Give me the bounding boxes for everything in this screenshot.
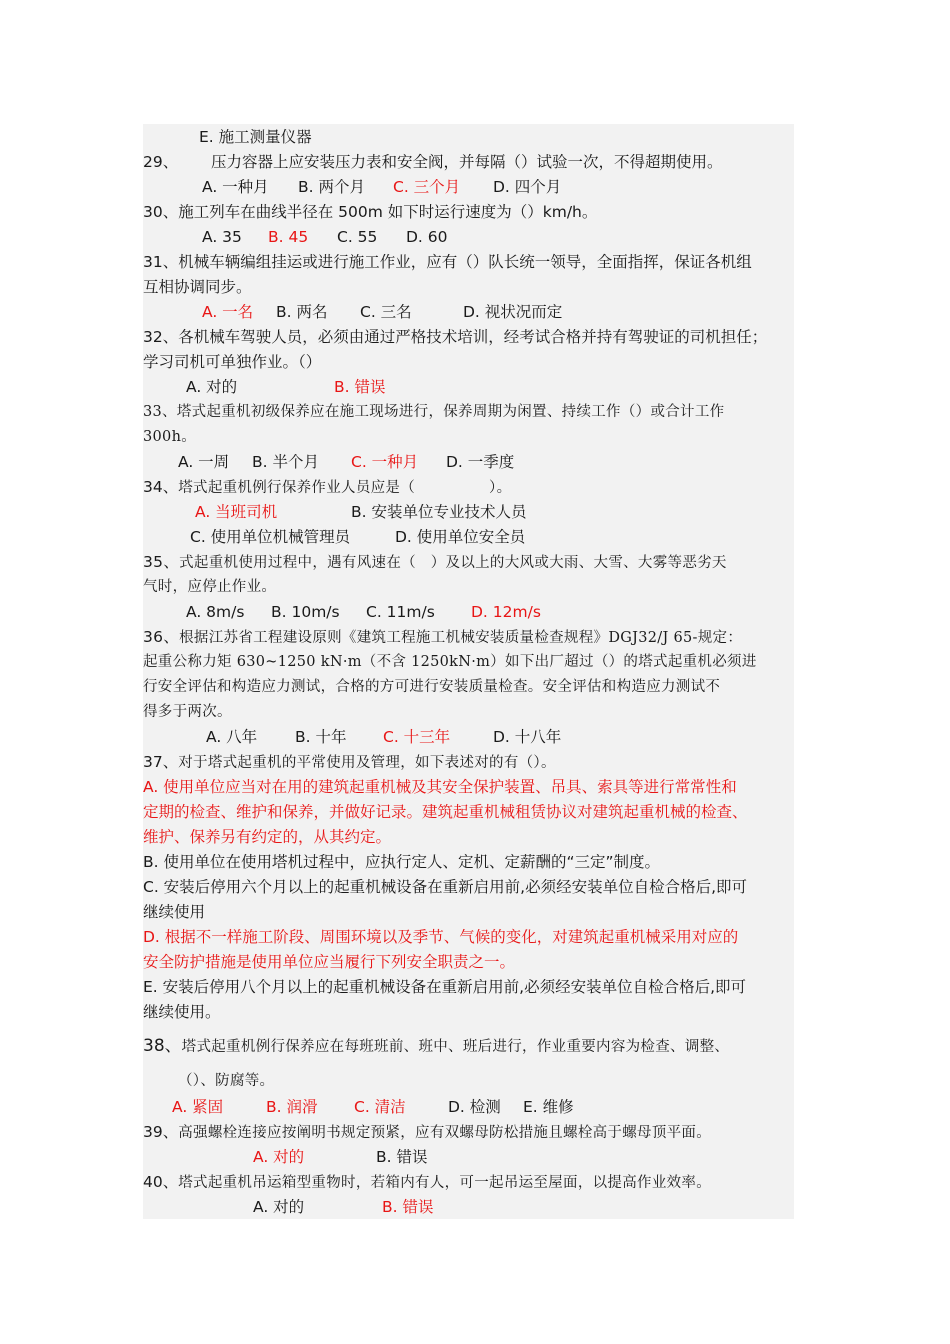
question-number: 34、 xyxy=(143,478,179,496)
option-c: C. 使用单位机械管理员 xyxy=(190,528,351,546)
option-b: B. 错误 xyxy=(376,1148,428,1166)
question-35-line1 xyxy=(143,550,727,575)
option-b: B. 两名 xyxy=(276,303,328,321)
question-32-line1: 32、各机械车驾驶人员，必须由通过严格技术培训，经考试合格并持有驾驶证的司机担任； xyxy=(143,328,768,346)
option-a-answer: A. 紧固 xyxy=(172,1098,224,1116)
option-d-answer-line1: D. 根据不一样施工阶段、周围环境以及季节、气候的变化，对建筑起重机械采用对应的 xyxy=(143,928,739,946)
question-number: 37、 xyxy=(143,753,179,771)
option-d: D. 检测 xyxy=(448,1098,501,1116)
question-34-options-row2 xyxy=(143,525,743,550)
question-29-options xyxy=(143,175,743,200)
option-e-line2: 继续使用。 xyxy=(143,1003,221,1021)
option-b: B. 安装单位专业技术人员 xyxy=(351,503,527,521)
option-a-answer: A. 当班司机 xyxy=(195,503,278,521)
option-c-answer: C. 三个月 xyxy=(393,178,461,196)
question-31-line2: 互相协调同步。 xyxy=(143,278,252,296)
question-text: 塔式起重机初级保养应在施工现场进行，保养周期为闲置、持续工作（）或合计工作 xyxy=(176,404,725,420)
option-b-answer: B. 45 xyxy=(268,228,309,246)
question-36-line3: 行安全评估和构造应力测试，合格的方可进行安装质量检查。安全评估和构造应力测试不 xyxy=(143,679,721,695)
option-a-answer-line1: A. 使用单位应当对在用的建筑起重机械及其安全保护装置、吊具、索具等进行常常性和 xyxy=(143,778,737,796)
option-a-answer-line2: 定期的检查、维护和保养，并做好记录。建筑起重机械租赁协议对建筑起重机械的检查、 xyxy=(143,803,748,821)
option-b-answer: B. 润滑 xyxy=(266,1098,318,1116)
option-c: C. 三名 xyxy=(360,303,412,321)
option-a: A. 对的 xyxy=(186,378,238,396)
option-e-line1: E. 安装后停用八个月以上的起重机械设备在重新启用前,必须经安装单位自检合格后,即可 xyxy=(143,978,747,996)
option-a-answer: A. 对的 xyxy=(253,1148,305,1166)
option-b: B. 半个月 xyxy=(252,453,319,471)
question-text: 压力容器上应安装压力表和安全阀，并每隔（）试验一次，不得超期使用。 xyxy=(211,153,723,171)
option-a: A. 一种月 xyxy=(202,178,269,196)
option-a-answer-line3: 维护、保养另有约定的，从其约定。 xyxy=(143,828,392,846)
option-a: A. 8m/s xyxy=(186,603,245,621)
question-38-options xyxy=(143,1095,743,1120)
question-36-line2: 起重公称力矩 630~1250 kN·m（不含 1250kN·m）如下出厂超过（）的塔式起重机必须进 xyxy=(143,654,757,670)
question-31-options xyxy=(143,300,743,325)
question-38-line2: （）、防腐等。 xyxy=(178,1073,275,1089)
option-a: A. 35 xyxy=(202,228,242,246)
option-c-answer: C. 一种月 xyxy=(351,453,419,471)
question-34 xyxy=(143,475,511,500)
option-b: B. 使用单位在使用塔机过程中，应执行定人、定机、定薪酬的“三定”制度。 xyxy=(143,853,661,871)
question-text: 塔式起重机例行保养作业人员应是（ ）。 xyxy=(178,480,512,496)
question-number: 36、 xyxy=(143,628,180,646)
option-d-answer-line2: 安全防护措施是使用单位应当履行下列安全职责之一。 xyxy=(143,953,516,971)
option-d-answer: D. 12m/s xyxy=(471,603,541,621)
question-32-options xyxy=(143,375,743,400)
option-d: D. 视状况而定 xyxy=(463,303,563,321)
question-text: 根据江苏省工程建设原则《建筑工程施工机械安装质量检查规程》DGJ32/J 65-规定： xyxy=(179,630,743,646)
question-number: 35、 xyxy=(143,553,180,571)
question-33-line1 xyxy=(143,400,724,425)
option-d: D. 四个月 xyxy=(493,178,562,196)
question-30: 30、施工列车在曲线半径在 500m 如下时运行速度为（）km/h。 xyxy=(143,203,598,221)
option-d: D. 十八年 xyxy=(493,728,562,746)
question-33-options xyxy=(143,450,743,475)
option-b: B. 10m/s xyxy=(271,603,340,621)
option-c-line1: C. 安装后停用六个月以上的起重机械设备在重新启用前,必须经安装单位自检合格后,即可 xyxy=(143,878,748,896)
question-number: 40、 xyxy=(143,1173,179,1191)
question-30-options xyxy=(143,225,743,250)
option-b: B. 两个月 xyxy=(298,178,365,196)
question-35-line2: 气时，应停止作业。 xyxy=(143,579,277,595)
option-a: A. 对的 xyxy=(253,1198,305,1216)
option-a: A. 一周 xyxy=(178,453,230,471)
question-36-line1 xyxy=(143,625,742,650)
question-text: 塔式起重机例行保养应在每班班前、班中、班后进行，作业重要内容为检查、调整、 xyxy=(181,1039,730,1055)
option-b: B. 十年 xyxy=(295,728,347,746)
question-number: 33、 xyxy=(143,404,177,420)
question-37 xyxy=(143,750,556,775)
question-number: 38、 xyxy=(143,1036,182,1056)
question-36-options xyxy=(143,725,743,750)
question-32-line2: 学习司机可单独作业。（） xyxy=(143,353,322,371)
option-d: D. 一季度 xyxy=(446,453,515,471)
question-39-options xyxy=(143,1145,743,1170)
question-number: 39、 xyxy=(143,1123,179,1141)
option-c-answer: C. 清洁 xyxy=(354,1098,406,1116)
option-b-answer: B. 错误 xyxy=(334,378,386,396)
question-31-line1: 31、机械车辆编组挂运或进行施工作业，应有（）队长统一领导，全面指挥，保证各机组 xyxy=(143,253,752,271)
option-c: C. 11m/s xyxy=(366,603,435,621)
question-40 xyxy=(143,1170,711,1195)
question-text: 高强螺栓连接应按阐明书规定预紧，应有双螺母防松措施且螺栓高于螺母顶平面。 xyxy=(178,1125,712,1141)
option-c-answer: C. 十三年 xyxy=(383,728,451,746)
question-number: 29、 xyxy=(143,153,179,171)
document-page xyxy=(143,124,794,1219)
question-text: 对于塔式起重机的平常使用及管理，如下表述对的有（）。 xyxy=(178,755,556,771)
question-36-line4: 得多于两次。 xyxy=(143,704,232,720)
question-text: 式起重机使用过程中，遇有风速在（ ）及以上的大风或大雨、大雪、大雾等恶劣天 xyxy=(179,555,727,571)
question-38-line1 xyxy=(143,1034,729,1059)
option-c-line2: 继续使用 xyxy=(143,903,206,921)
question-33-line2: 300h。 xyxy=(143,429,197,445)
option-d: D. 使用单位安全员 xyxy=(395,528,526,546)
question-39 xyxy=(143,1120,711,1145)
option-a-answer: A. 一名 xyxy=(202,303,254,321)
option-e-prev: E. 施工测量仪器 xyxy=(199,128,312,146)
question-34-options-row1 xyxy=(143,500,743,525)
option-a: A. 八年 xyxy=(206,728,258,746)
question-40-options xyxy=(143,1195,743,1220)
option-d: D. 60 xyxy=(406,228,448,246)
option-b-answer: B. 错误 xyxy=(382,1198,434,1216)
question-35-options xyxy=(143,600,743,625)
option-e: E. 维修 xyxy=(523,1098,574,1116)
question-text: 塔式起重机吊运箱型重物时，若箱内有人，可一起吊运至屋面，以提高作业效率。 xyxy=(178,1175,712,1191)
option-c: C. 55 xyxy=(337,228,378,246)
